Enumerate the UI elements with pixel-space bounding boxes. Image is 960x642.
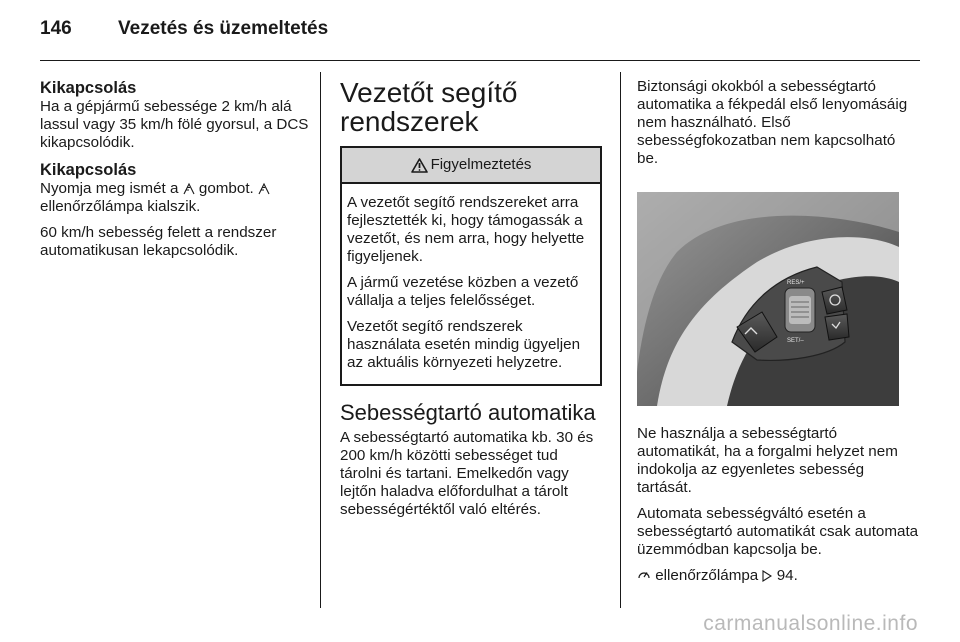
cruise-control-icon xyxy=(637,568,651,582)
res-label: RES/+ xyxy=(787,280,805,286)
warning-paragraph: A jármű vezetése közben a vezető vállalja a teljes felelősséget. xyxy=(347,274,579,309)
header-rule xyxy=(40,60,920,61)
paragraph: A sebességtartó automatika kb. 30 és 200 km/h közötti sebességet tud tárolni és tartani. Emelkedőn vagy lejtőn haladva előfordulhat a tárolt sebességértéktől való eltérés. xyxy=(340,429,594,518)
subsection-heading: Sebességtartó automatika xyxy=(340,400,596,425)
hill-descent-icon xyxy=(183,181,195,195)
warning-triangle-icon xyxy=(411,158,428,173)
paragraph: Nyomja meg ismét a gombot. ellenőrzőlámpa kialszik. xyxy=(40,180,310,216)
steering-wheel-illustration xyxy=(637,192,899,406)
column-divider xyxy=(320,72,321,608)
page-number: 146 xyxy=(40,18,72,39)
set-label: SET/– xyxy=(787,338,804,344)
column-divider xyxy=(620,72,621,608)
page-ref-triangle-icon xyxy=(762,570,772,582)
section-heading: Vezetőt segítő rendszerek xyxy=(340,77,518,137)
paragraph: Automata sebességváltó esetén a sebességtartó automatikát csak automata üzemmódban kapcsolja be. xyxy=(637,505,919,558)
section-title: Vezetés és üzemeltetés xyxy=(118,18,329,39)
paragraph: Ne használja a sebességtartó automatikát, ha a forgalmi helyzet nem indokolja az egyenletes sebesség tartását. xyxy=(637,425,898,496)
column-middle xyxy=(340,78,602,527)
paragraph: ellenőrzőlámpa 94. xyxy=(637,567,920,585)
warning-title: Figyelmeztetés xyxy=(430,156,532,173)
paragraph: Ha a gépjármű sebessége 2 km/h alá lassul vagy 35 km/h fölé gyorsul, a DCS kikapcsolódik. xyxy=(40,98,309,151)
warning-body xyxy=(342,184,600,384)
column-left xyxy=(40,78,310,268)
column-right xyxy=(637,78,920,593)
warning-box xyxy=(340,146,602,386)
warning-header xyxy=(342,148,600,184)
warning-paragraph: A vezetőt segítő rendszereket arra fejlesztették ki, hogy támogassák a vezetőt, és nem arra, hogy helyette figyeljenek. xyxy=(347,194,585,265)
paragraph: Biztonsági okokból a sebességtartó automatika a fékpedál első lenyomásáig nem használható. Első sebességfokozatban nem kapcsolható be. xyxy=(637,78,908,167)
watermark: carmanualsonline.info xyxy=(703,612,918,635)
warning-paragraph: Vezetőt segítő rendszerek használata esetén mindig ügyeljen az aktuális környezeti helyzetre. xyxy=(347,318,581,371)
paragraph: 60 km/h sebesség felett a rendszer automatikusan lekapcsolódik. xyxy=(40,224,277,259)
hill-descent-icon xyxy=(258,181,270,195)
page-header xyxy=(40,18,328,48)
subheading: Kikapcsolás xyxy=(40,161,137,179)
subheading: Kikapcsolás xyxy=(40,79,137,97)
